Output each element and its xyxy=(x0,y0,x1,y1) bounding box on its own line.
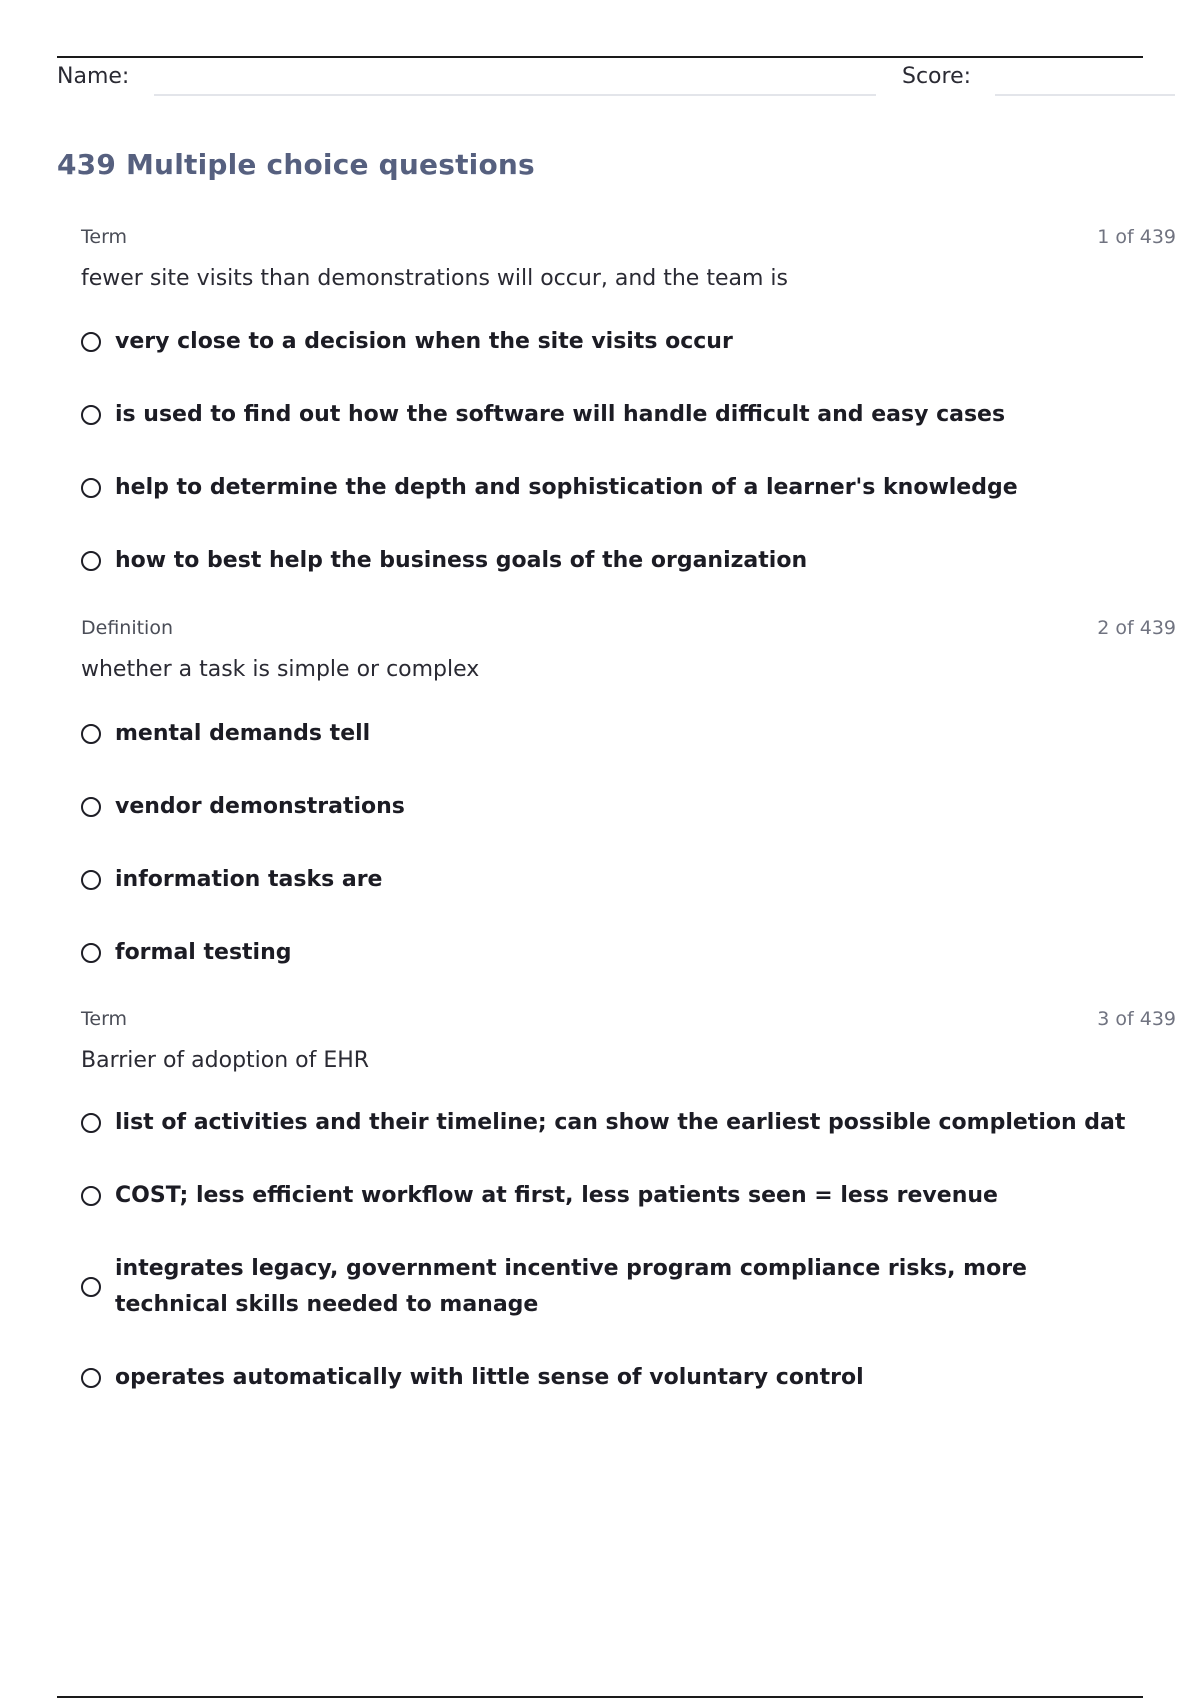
question-counter: 3 of 439 xyxy=(1097,1008,1176,1030)
question-type-label: Term xyxy=(81,1008,128,1030)
answer-option-text: very close to a decision when the site visits occur xyxy=(115,329,733,354)
radio-button-icon[interactable] xyxy=(81,1368,101,1388)
top-rule xyxy=(57,56,1143,58)
answer-option-text: integrates legacy, government incentive program compliance risks, more technical skills needed to manage xyxy=(115,1256,1027,1317)
answer-option[interactable] xyxy=(81,1360,1131,1396)
radio-button-icon[interactable] xyxy=(81,478,101,498)
answer-option[interactable] xyxy=(81,397,1131,433)
answer-option[interactable] xyxy=(81,1251,1131,1323)
name-input-line[interactable] xyxy=(154,94,876,96)
answer-option[interactable] xyxy=(81,935,1131,971)
answer-option-text: information tasks are xyxy=(115,867,383,892)
answer-option-text: is used to find out how the software will handle difficult and easy cases xyxy=(115,402,1006,427)
radio-button-icon[interactable] xyxy=(81,405,101,425)
radio-button-icon[interactable] xyxy=(81,332,101,352)
question-prompt: whether a task is simple or complex xyxy=(81,657,480,682)
answer-option[interactable] xyxy=(81,543,1131,579)
answer-option-text: how to best help the business goals of the organization xyxy=(115,548,808,573)
radio-button-icon[interactable] xyxy=(81,551,101,571)
question-counter: 1 of 439 xyxy=(1097,226,1176,248)
page-title: 439 Multiple choice questions xyxy=(57,148,535,181)
answer-option-text: operates automatically with little sense of voluntary control xyxy=(115,1365,864,1390)
score-label: Score: xyxy=(902,64,972,89)
answer-option[interactable] xyxy=(81,324,1131,360)
answer-option-text: formal testing xyxy=(115,940,292,965)
score-input-line[interactable] xyxy=(995,94,1175,96)
name-score-header xyxy=(57,60,1177,100)
radio-button-icon[interactable] xyxy=(81,870,101,890)
answer-option[interactable] xyxy=(81,716,1131,752)
answer-option-text: help to determine the depth and sophistication of a learner's knowledge xyxy=(115,475,1018,500)
answer-option-text: list of activities and their timeline; can show the earliest possible completion dat xyxy=(115,1110,1126,1135)
question-type-label: Definition xyxy=(81,617,174,639)
answer-option[interactable] xyxy=(81,470,1131,506)
answer-option[interactable] xyxy=(81,789,1131,825)
answer-option-text: mental demands tell xyxy=(115,721,371,746)
radio-button-icon[interactable] xyxy=(81,724,101,744)
name-label: Name: xyxy=(57,64,130,89)
radio-button-icon[interactable] xyxy=(81,1186,101,1206)
question-type-label: Term xyxy=(81,226,128,248)
question-prompt: Barrier of adoption of EHR xyxy=(81,1048,370,1073)
answer-option[interactable] xyxy=(81,862,1131,898)
bottom-rule xyxy=(57,1696,1143,1698)
question-prompt: fewer site visits than demonstrations will occur, and the team is xyxy=(81,266,788,291)
radio-button-icon[interactable] xyxy=(81,1113,101,1133)
radio-button-icon[interactable] xyxy=(81,943,101,963)
answer-option[interactable] xyxy=(81,1178,1131,1214)
answer-option-text: vendor demonstrations xyxy=(115,794,405,819)
radio-button-icon[interactable] xyxy=(81,797,101,817)
answer-option[interactable] xyxy=(81,1105,1131,1141)
question-counter: 2 of 439 xyxy=(1097,617,1176,639)
answer-option-text: COST; less efficient workflow at first, less patients seen = less revenue xyxy=(115,1183,998,1208)
radio-button-icon[interactable] xyxy=(81,1277,101,1297)
